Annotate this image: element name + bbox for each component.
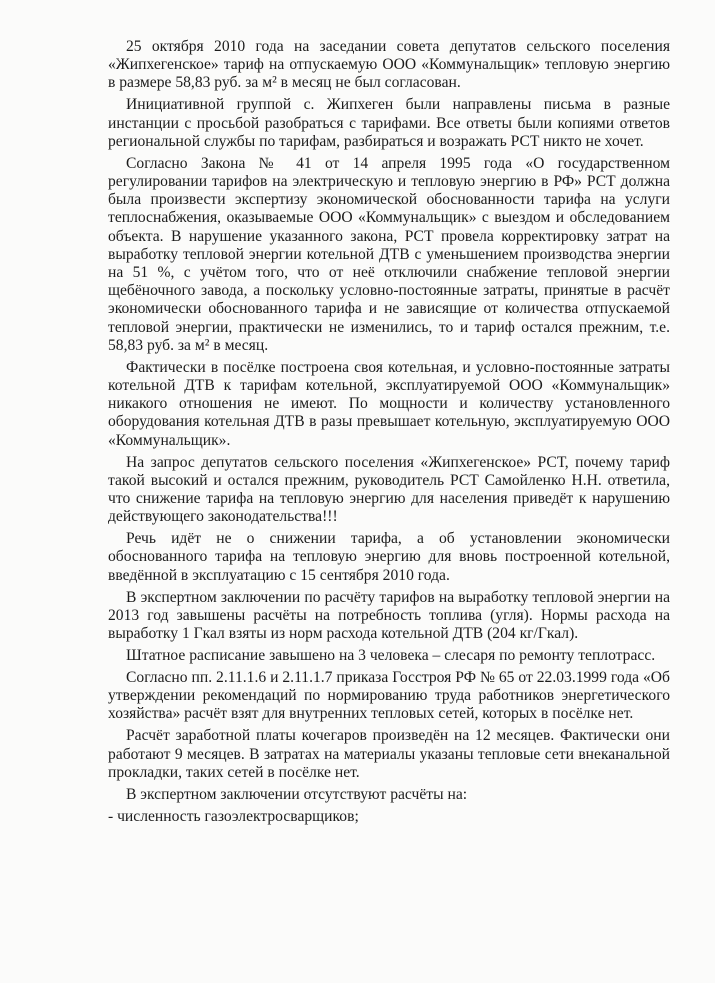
paragraph-initiative-group-letters: Инициативной группой с. Жипхеген были направлены письма в разные инстанции с просьбой разобраться с тарифами. Все ответы были копиями ответов региональной службы по тарифам, разбираться и возражать РСТ никто не хочет. <box>108 96 670 150</box>
paragraph-fuel-calculation: В экспертном заключении по расчёту тарифов на выработку тепловой энергии на 2013 год завышены расчёты на потребность топлива (угля). Нормы расхода на выработку 1 Гкал взяты из норм расхода котельной ДТВ (204 кг/Гкал). <box>108 588 670 643</box>
paragraph-economically-justified-tariff: Речь идёт не о снижении тарифа, а об установлении экономически обоснованного тарифа на тепловую энергию для вновь построенной котельной, введённой в эксплуатацию с 15 сентября 2010 года. <box>108 530 670 584</box>
paragraph-missing-calculations: В экспертном заключении отсутствуют расчёты на: <box>126 785 468 803</box>
paragraph-staffing-table: Штатное расписание завышено на 3 человека – слесаря по ремонту теплотрасс. <box>126 647 656 665</box>
paragraph-stokers-salary: Расчёт заработной платы кочегаров произведён на 12 месяцев. Фактически они работают 9 месяцев. В затратах на материалы указаны тепловые сети внеканальной прокладки, таких сетей в посёлке нет. <box>108 727 670 781</box>
list-item-welders: - численность газоэлектросварщиков; <box>108 807 359 825</box>
document-body <box>108 38 670 830</box>
paragraph-deputies-request: На запрос депутатов сельского поселения «Жипхегенское» РСТ, почему тариф такой высокий и остался прежним, руководитель РСТ Самойленко Н.Н. ответила, что снижение тарифа на тепловую энергию для населения приведёт к нарушению действующего законодательства!!! <box>108 453 670 526</box>
paragraph-gosstroy-order: Согласно пп. 2.11.1.6 и 2.11.1.7 приказа Госстроя РФ № 65 от 22.03.1999 года «Об утверждении рекомендаций по нормированию труда работников энергетического хозяйства» расчёт взят для внутренних тепловых сетей, которых в посёлке нет. <box>108 669 670 723</box>
paragraph-own-boiler-house: Фактически в посёлке построена своя котельная, и условно-постоянные затраты котельной ДТВ к тарифам котельной, эксплуатируемой ООО «Коммунальщик» никакого отношения не имеют. По мощности и количеству установленного оборудования котельная ДТВ в разы превышает котельную, эксплуатируемую ООО «Коммунальщик». <box>108 358 670 449</box>
paragraph-law-41-expertise: Согласно Закона № 41 от 14 апреля 1995 года «О государственном регулировании тарифов на электрическую и тепловую энергию в РФ» РСТ должна была произвести экспертизу экономической обоснованности тарифа на услуги теплоснабжения, оказываемые ООО «Коммунальщик» с выездом и обследованием объекта. В нарушение указанного закона, РСТ провела корректировку затрат на выработку тепловой энергии котельной ДТВ с уменьшением производства энергии на 51 %, с учётом того, что от неё отключили снабжение тепловой энергии щебёночного завода, а поскольку условно-постоянные затраты, принятые в расчёт экономически обоснованного тарифа и не зависящие от количества отпускаемой тепловой энергии, практически не изменились, то и тариф остался прежним, т.е. 58,83 руб. за м² в месяц. <box>108 154 670 354</box>
paragraph-tariff-not-approved: 25 октября 2010 года на заседании совета депутатов сельского поселения «Жипхегенское» тариф на отпускаемую ООО «Коммунальщик» тепловую энергию в размере 58,83 руб. за м² в месяц не был согласован. <box>108 38 670 92</box>
